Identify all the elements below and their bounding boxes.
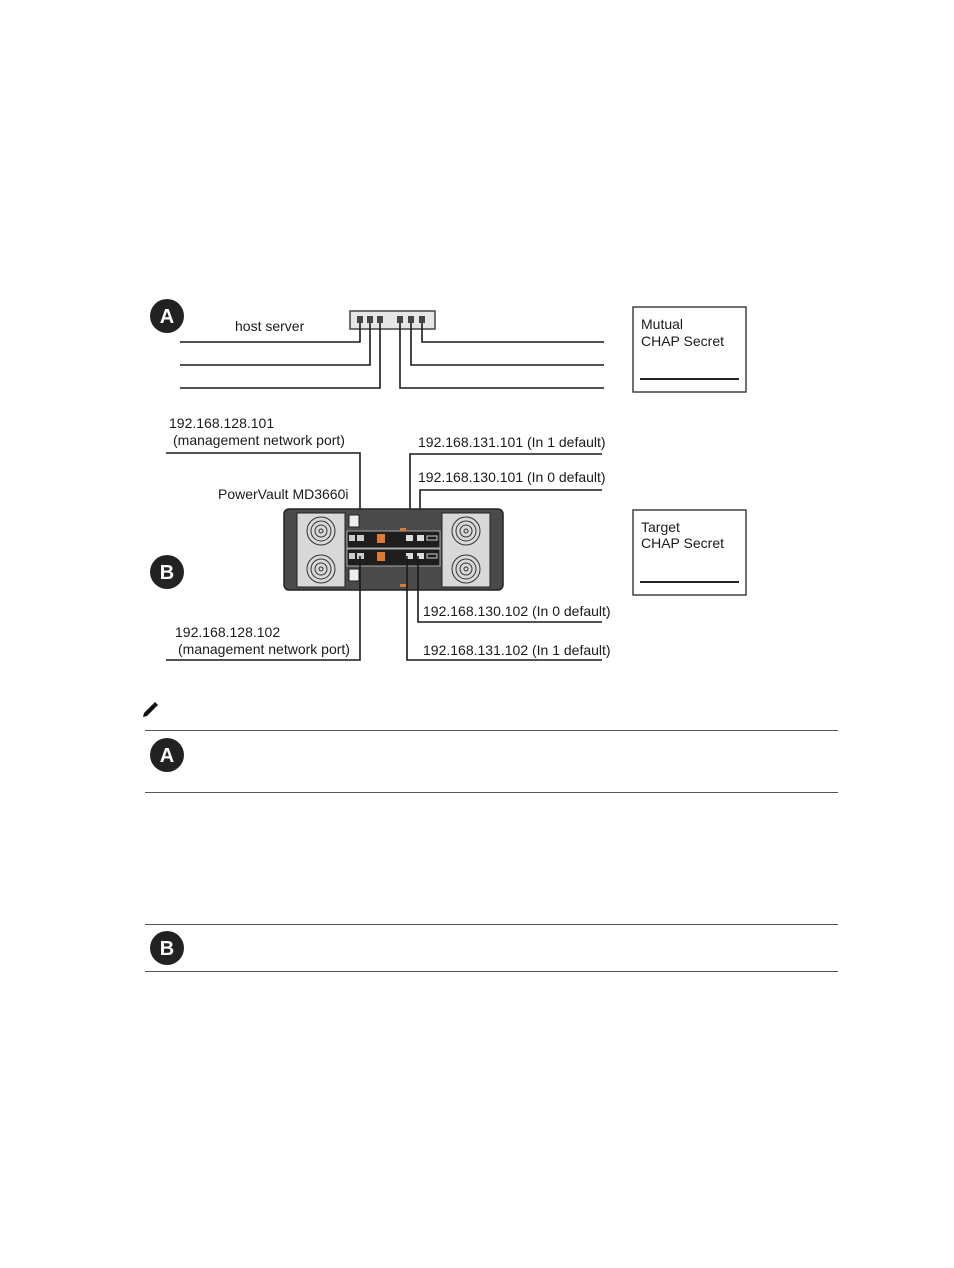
table-rule-b-top: [145, 924, 838, 925]
svg-text:B: B: [159, 562, 175, 584]
storage-enclosure: [284, 509, 503, 590]
mutual-chap-box: [633, 307, 746, 392]
mgmt-port-1-label: (management network port): [173, 432, 345, 448]
badge-a: [150, 299, 184, 333]
svg-text:CHAP Secret: CHAP Secret: [641, 333, 724, 349]
table-badge-b: [148, 929, 186, 967]
mgmt-ip-2: 192.168.128.102: [175, 624, 281, 640]
svg-text:CHAP Secret: CHAP Secret: [641, 535, 724, 551]
storage-model-label: PowerVault MD3660i: [218, 486, 349, 502]
in0-ip-1: 192.168.130.101 (In 0 default): [418, 469, 606, 485]
in1-ip-1: 192.168.131.101 (In 1 default): [418, 434, 606, 450]
mgmt-port-2-label: (management network port): [178, 641, 350, 657]
table-rule-bottom: [145, 971, 838, 972]
mgmt-ip-1: 192.168.128.101: [169, 415, 275, 431]
svg-text:A: A: [159, 745, 175, 767]
in0-ip-2: 192.168.130.102 (In 0 default): [423, 603, 611, 619]
svg-text:A: A: [159, 306, 175, 328]
table-badge-a: [148, 736, 186, 774]
table-rule-top: [145, 730, 838, 731]
svg-text:Mutual: Mutual: [641, 316, 684, 332]
target-chap-box: [633, 510, 746, 595]
table-rule-a-bottom: [145, 792, 838, 793]
in1-ip-2: 192.168.131.102 (In 1 default): [423, 642, 611, 658]
pencil-note-icon: [140, 700, 160, 720]
host-server-label: host server: [235, 318, 305, 334]
svg-text:Target: Target: [641, 519, 680, 535]
badge-b: [150, 555, 184, 589]
svg-text:B: B: [159, 938, 175, 960]
